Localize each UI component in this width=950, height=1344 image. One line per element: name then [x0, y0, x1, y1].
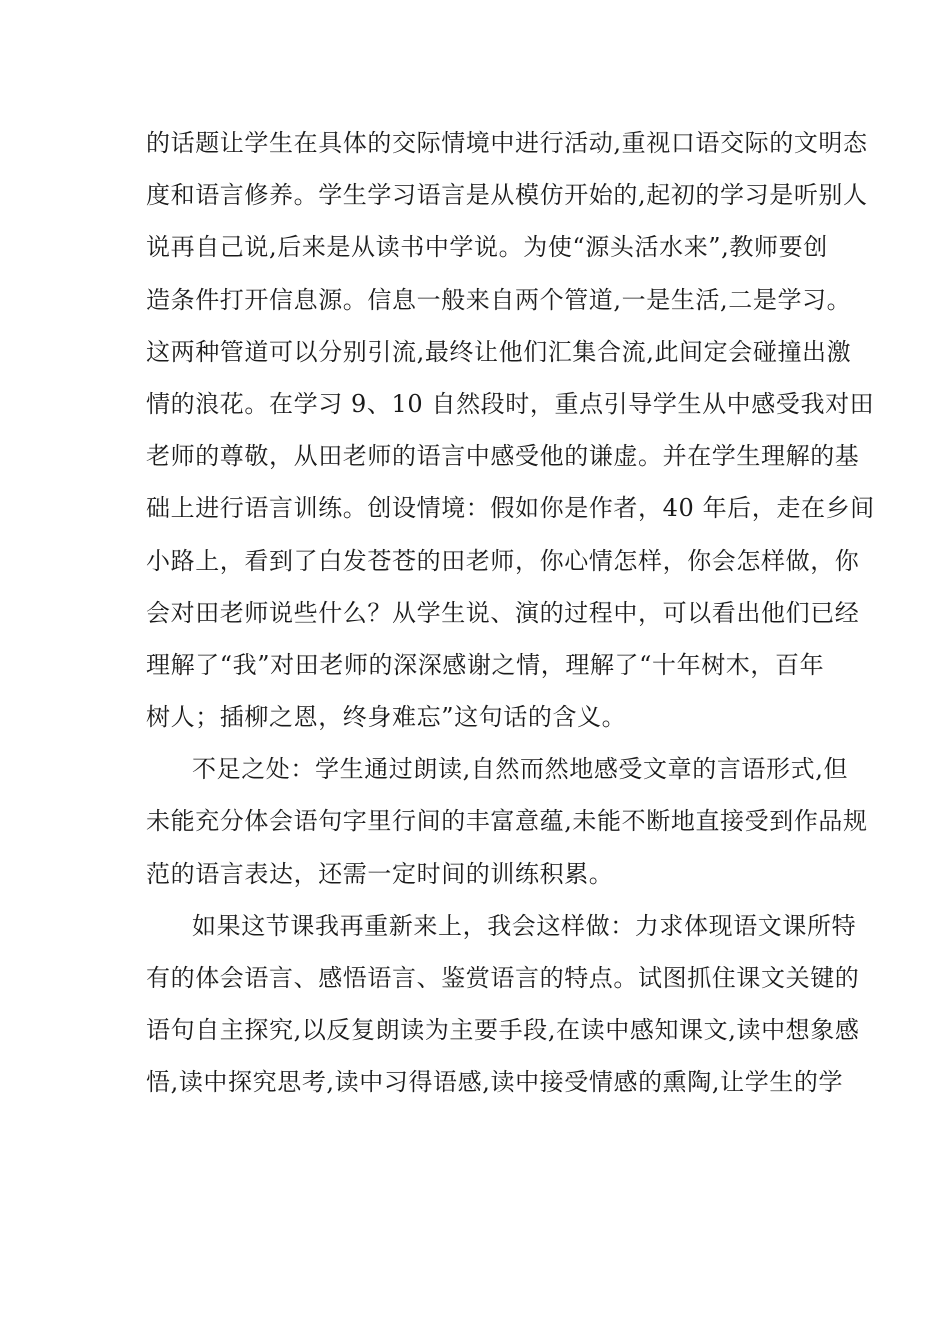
text-line: 情的浪花。在学习 9、10 自然段时，重点引导学生从中感受我对田 — [146, 389, 875, 418]
document-body — [146, 117, 875, 1109]
text-line: 的话题让学生在具体的交际情境中进行活动,重视口语交际的文明态 — [146, 129, 868, 157]
text-line: 度和语言修养。学生学习语言是从模仿开始的,起初的学习是听别人 — [146, 181, 868, 210]
text-line: 会对田老师说些什么？从学生说、演的过程中，可以看出他们已经 — [146, 598, 860, 627]
text-line: 础上进行语言训练。创设情境：假如你是作者，40 年后，走在乡间 — [146, 494, 875, 523]
text-line: 树人；插柳之恩，终身难忘”这句话的含义。 — [146, 703, 627, 732]
text-line: 有的体会语言、感悟语言、鉴赏语言的特点。试图抓住课文关键的 — [146, 964, 860, 992]
text-line: 说再自己说,后来是从读书中学说。为使“源头活水来”,教师要创 — [146, 233, 828, 262]
text-line: 老师的尊敬，从田老师的语言中感受他的谦虚。并在学生理解的基 — [146, 442, 860, 471]
text-line: 造条件打开信息源。信息一般来自两个管道,一是生活,二是学习。 — [146, 285, 852, 314]
paragraph-start-line: 不足之处：学生通过朗读,自然而然地感受文章的言语形式,但 — [192, 755, 849, 784]
text-line: 范的语言表达，还需一定时间的训练积累。 — [146, 859, 614, 888]
text-line: 未能充分体会语句字里行间的丰富意蕴,未能不断地直接受到作品规 — [146, 807, 868, 836]
text-line: 这两种管道可以分别引流,最终让他们汇集合流,此间定会碰撞出激 — [146, 337, 852, 366]
paragraph-start-line: 如果这节课我再重新来上，我会这样做：力求体现语文课所特 — [192, 911, 857, 940]
text-line: 理解了“我”对田老师的深深感谢之情，理解了“十年树木，百年 — [146, 650, 825, 679]
text-line: 语句自主探究,以反复朗读为主要手段,在读中感知课文,读中想象感 — [146, 1016, 860, 1045]
text-line: 小路上，看到了白发苍苍的田老师，你心情怎样，你会怎样做，你 — [146, 546, 860, 575]
text-line: 悟,读中探究思考,读中习得语感,读中接受情感的熏陶,让学生的学 — [146, 1068, 844, 1097]
